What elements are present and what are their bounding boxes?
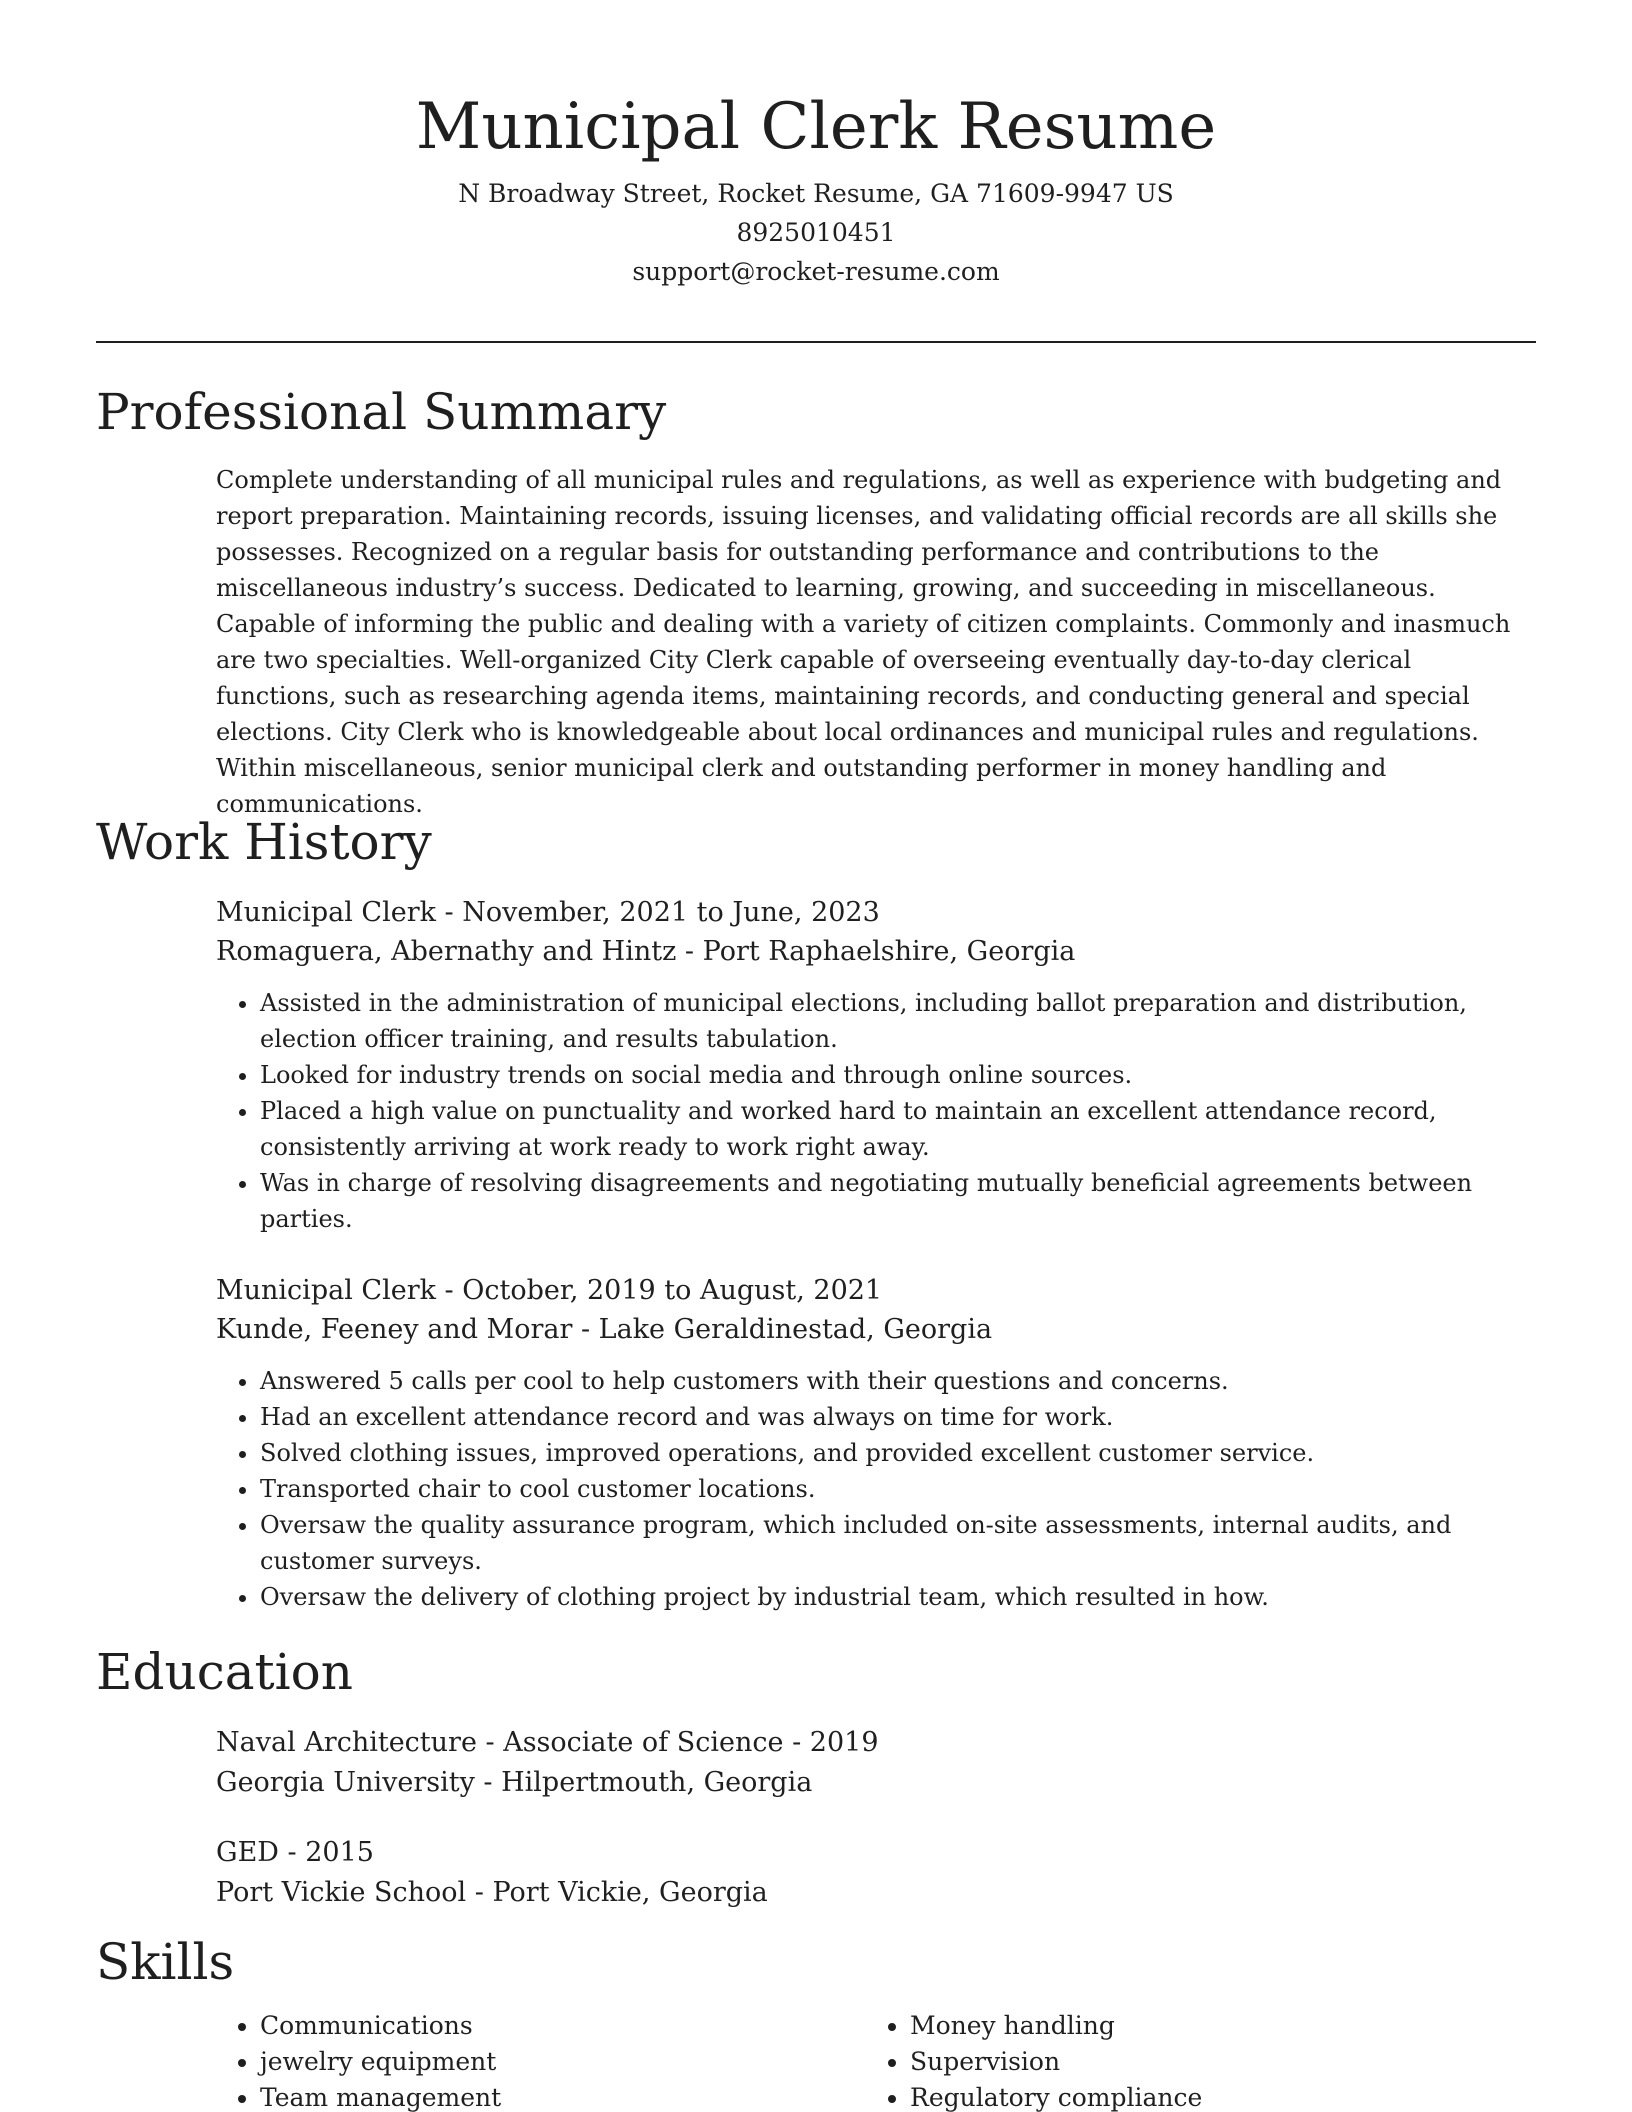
list-item: • Transported chair to cool customer locations. (260, 1471, 1536, 1507)
job-location: - Lake Geraldinestad, Georgia (572, 1314, 993, 1345)
job-company: Romaguera, Abernathy and Hintz (216, 936, 677, 967)
phone: 8925010451 (736, 218, 896, 247)
skills-column-right (866, 2008, 1466, 2112)
education-entry (216, 1723, 1536, 1803)
list-item: • Solved clothing issues, improved operations, and provided excellent customer service. (260, 1435, 1536, 1471)
address: N Broadway Street, Rocket Resume, GA 71609-9947 US (458, 179, 1174, 208)
job-company-line (216, 1310, 1536, 1349)
list-item: • Was in charge of resolving disagreements and negotiating mutually beneficial agreements between parties. (260, 1165, 1536, 1237)
education-school-line (216, 1873, 1536, 1913)
job-title-line (216, 1271, 1536, 1310)
job-company: Kunde, Feeney and Morar (216, 1314, 573, 1345)
skill-item: • Regulatory compliance (910, 2080, 1466, 2112)
education-degree-line (216, 1723, 1536, 1763)
resume-title: Municipal Clerk Resume (415, 90, 1217, 164)
list-item: • Answered 5 calls per cool to help customers with their questions and concerns. (260, 1363, 1536, 1399)
list-item: • Assisted in the administration of municipal elections, including ballot preparation and distribution, election officer training, and results tabulation. (260, 985, 1536, 1057)
job-company-line (216, 932, 1536, 971)
email: support@rocket-resume.com (632, 257, 1000, 286)
skill-item: • Team management (260, 2080, 816, 2112)
list-item: • Oversaw the quality assurance program, which included on-site assessments, internal audits, and customer surveys. (260, 1507, 1536, 1579)
education-entry (216, 1833, 1536, 1913)
job-role: Municipal Clerk (216, 897, 436, 928)
education-school: Port Vickie School (216, 1877, 467, 1908)
skill-item: • jewelry equipment (260, 2044, 816, 2080)
job-location: - Port Raphaelshire, Georgia (676, 936, 1076, 967)
education-school-line (216, 1763, 1536, 1803)
list-item: • Oversaw the delivery of clothing project by industrial team, which resulted in how. (260, 1579, 1536, 1615)
header-divider (96, 341, 1536, 343)
education-degree-line (216, 1833, 1536, 1873)
skills-list-left (216, 2008, 816, 2112)
job-title-line (216, 893, 1536, 932)
skills-column-left (216, 2008, 816, 2112)
list-item: • Had an excellent attendance record and was always on time for work. (260, 1399, 1536, 1435)
skill-item: • Money handling (910, 2008, 1466, 2044)
resume-header (0, 86, 1632, 291)
section-title-education: Education (96, 1643, 353, 1701)
section-title-work-history: Work History (96, 813, 432, 871)
skill-item: • Communications (260, 2008, 816, 2044)
contact-info (0, 174, 1632, 291)
education-location: - Port Vickie, Georgia (466, 1877, 768, 1908)
list-item: • Looked for industry trends on social media and through online sources. (260, 1057, 1536, 1093)
education-degree: Naval Architecture - Associate of Science (216, 1727, 784, 1758)
job-bullet-list (216, 985, 1536, 1237)
education-degree: GED (216, 1837, 279, 1868)
skill-item: • Supervision (910, 2044, 1466, 2080)
skills-list (216, 2008, 1536, 2112)
list-item: • Placed a high value on punctuality and worked hard to maintain an excellent attendance record, consistently arriving at work ready to work right away. (260, 1093, 1536, 1165)
section-title-summary: Professional Summary (96, 383, 667, 441)
summary-text: Complete understanding of all municipal rules and regulations, as well as experience with budgeting and report preparation. Maintaining records, issuing licenses, and validating official records are all skills she possesses. Recognized on a regular basis for outstanding performance and contributions to the miscellaneous industry’s success. Dedicated to learning, growing, and succeeding in miscellaneous. Capable of informing the public and dealing with a variety of citizen complaints. Commonly and inasmuch are two specialties. Well-organized City Clerk capable of overseeing eventually day-to-day clerical functions, such as researching agenda items, maintaining records, and conducting general and special elections. City Clerk who is knowledgeable about local ordinances and municipal rules and regulations. Within miscellaneous, senior municipal clerk and outstanding performer in money handling and communications. (216, 466, 1511, 818)
job-entry (216, 1271, 1536, 1615)
skills-list-right (866, 2008, 1466, 2112)
job-dates: - October, 2019 to August, 2021 (435, 1275, 883, 1306)
job-bullet-list (216, 1363, 1536, 1615)
education-year: - 2015 (278, 1837, 374, 1868)
job-role: Municipal Clerk (216, 1275, 436, 1306)
job-dates: - November, 2021 to June, 2023 (435, 897, 880, 928)
summary-body (216, 462, 1536, 822)
education-school: Georgia University (216, 1767, 475, 1798)
section-title-skills: Skills (96, 1933, 235, 1991)
education-year: - 2019 (783, 1727, 879, 1758)
job-entry (216, 893, 1536, 1237)
education-location: - Hilpertmouth, Georgia (474, 1767, 813, 1798)
